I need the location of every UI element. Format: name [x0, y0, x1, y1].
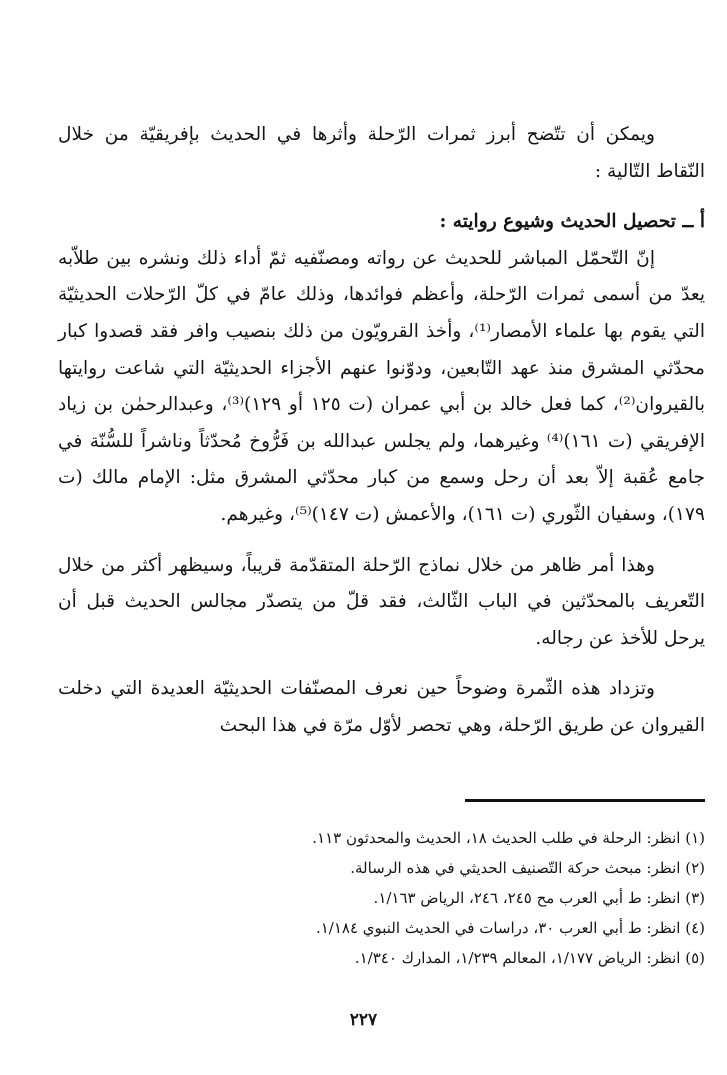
paragraph-compilations: وتزداد هذه الثّمرة وضوحاً حين نعرف المصنّفات الحديثيّة العديدة التي دخلت القيروان عن طريق الرّحلة، وهي تحصر لأوّل مرّة في هذا البحث [58, 678, 705, 736]
main-text [58, 117, 705, 745]
paragraph-examples: وهذا أمر ظاهر من خلال نماذج الرّحلة المتقدّمة قريباً، وسيظهر أكثر من خلال التّعريف بالمحدّثين في الباب الثّالث، فقد قلّ من يتصدّر مجالس الحديث قبل أن يرحل للأخذ عن رجاله. [58, 554, 705, 649]
footnote: (١) انظر: الرحلة في طلب الحديث ١٨، الحديث والمحدثون ١١٣. [312, 829, 705, 847]
footnote: (٢) انظر: مبحث حركة التّصنيف الحديثي في هذه الرسالة. [350, 859, 705, 877]
page-number: ٢٢٧ [349, 1010, 378, 1030]
section-heading: أ ــ تحصيل الحديث وشيوع روايته : [439, 211, 705, 233]
footnote: (٣) انظر: ط أبي العرب مح ٢٤٥، ٢٤٦، الرياض ١/١٦٣. [373, 889, 705, 907]
paragraph-transmission: إنّ التّحمّل المباشر للحديث عن رواته ومصنّفيه ثمّ أداء ذلك ونشره بين طلاّبه يعدّ من أسمى ثمرات الرّحلة، وأعظم فوائدها، وذلك عامّ في كلّ الرّحلات الحديثيّة التي يقوم بها علماء الأمصار⁽¹⁾، وأخذ القرويّون من ذلك بنصيب وافر فقد قصدوا كبار محدّثي المشرق منذ عهد التّابعين، ودوّنوا عنهم الأجزاء الحديثيّة التي شاعت روايتها بالقيروان⁽²⁾، كما فعل خالد بن أبي عمران (ت ١٢٥ أو ١٢٩)⁽³⁾، وعبدالرحمٰن بن زياد الإفريقي (ت ١٦١)⁽⁴⁾ وغيرهما، ولم يجلس عبدالله بن فَرُّوخ مُحدّثاً وناشراً للسُّنّة في جامع عُقبة إلاّ بعد أن رحل وسمع من كبار محدّثي المشرق مثل: الإمام مالك (ت ١٧٩)، وسفيان الثّوري (ت ١٦١)، والأعمش (ت ١٤٧)⁽⁵⁾، وغيرهم. [58, 247, 706, 525]
footnote: (٤) انظر: ط أبي العرب ٣٠، دراسات في الحديث النبوي ١/١٨٤. [315, 919, 705, 937]
intro-paragraph: ويمكن أن تتّضح أبرز ثمرات الرّحلة وأثرها في الحديث بإفريقيّة من خلال النّقاط التّالية : [58, 124, 705, 182]
footnote: (٥) انظر: الرياض ١/١٧٧، المعالم ١/٢٣٩، المدارك ١/٣٤٠. [354, 949, 705, 967]
footnotes [70, 823, 705, 973]
footnote-separator [465, 799, 705, 802]
